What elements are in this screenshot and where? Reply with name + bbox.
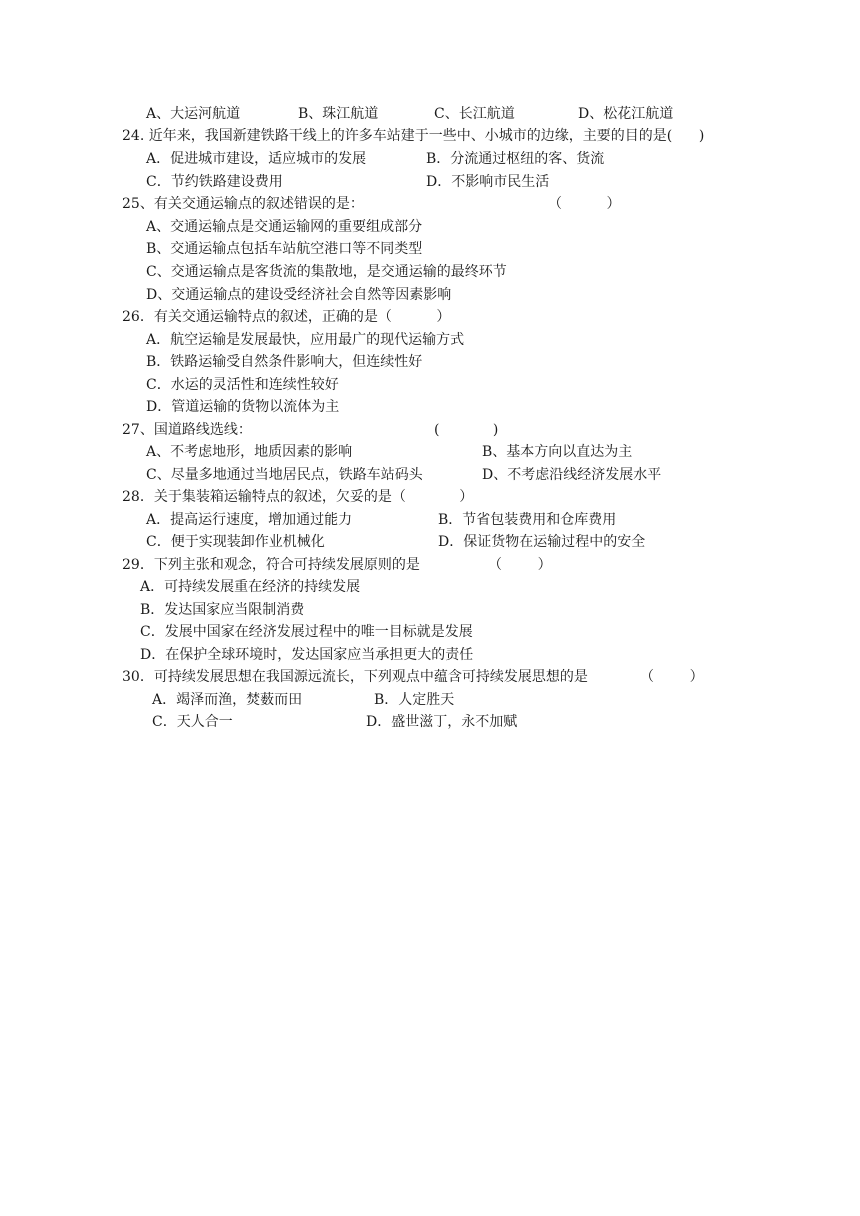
- q23-option-a: A、大运河航道: [146, 106, 241, 122]
- q30-answer-blank: （ ）: [640, 669, 704, 685]
- q26-option-a: A．航空运输是发展最快，应用最广的现代运输方式: [146, 332, 465, 348]
- q28-option-d: D．保证货物在运输过程中的安全: [438, 534, 646, 550]
- q30-option-c: C．天人合一: [152, 714, 233, 730]
- q27-option-a: A、不考虑地形，地质因素的影响: [146, 444, 353, 460]
- q27-option-d: D、不考虑沿线经济发展水平: [482, 467, 662, 483]
- q23-option-d: D、松花江航道: [578, 106, 674, 122]
- q30-stem: 30．可持续发展思想在我国源远流长，下列观点中蕴含可持续发展思想的是: [122, 669, 588, 685]
- q24-stem: 24. 近年来，我国新建铁路干线上的许多车站建于一些中、小城市的边缘，主要的目的是( ): [122, 128, 705, 144]
- q27-answer-blank: ( ): [434, 422, 499, 438]
- q25-stem: 25、有关交通运输点的叙述错误的是：: [122, 196, 364, 212]
- q28-stem: 28．关于集装箱运输特点的叙述，欠妥的是（ ）: [122, 489, 474, 505]
- q25-option-c: C、交通运输点是客货流的集散地，是交通运输的最终环节: [146, 264, 507, 280]
- q26-option-c: C．水运的灵活性和连续性较好: [146, 377, 339, 393]
- q25-option-b: B、交通运输点包括车站航空港口等不同类型: [146, 241, 423, 257]
- q27-option-b: B、基本方向以直达为主: [482, 444, 633, 460]
- q26-option-d: D．管道运输的货物以流体为主: [146, 399, 340, 415]
- q27-stem: 27、国道路线选线：: [122, 422, 252, 438]
- q26-option-b: B．铁路运输受自然条件影响大，但连续性好: [146, 354, 423, 370]
- q28-option-a: A．提高运行速度，增加通过能力: [146, 512, 353, 528]
- q25-option-d: D、交通运输点的建设受经济社会自然等因素影响: [146, 287, 452, 303]
- q23-option-c: C、长江航道: [434, 106, 515, 122]
- q30-option-a: A．竭泽而渔，焚薮而田: [152, 692, 303, 708]
- q29-stem: 29．下列主张和观念，符合可持续发展原则的是: [122, 557, 420, 573]
- q29-answer-blank: （ ）: [488, 557, 552, 573]
- q24-option-c: C．节约铁路建设费用: [146, 174, 283, 190]
- q23-option-b: B、珠江航道: [298, 106, 379, 122]
- q30-option-d: D．盛世滋丁，永不加赋: [366, 714, 518, 730]
- q24-option-d: D．不影响市民生活: [426, 174, 550, 190]
- q27-option-c: C、尽量多地通过当地居民点，铁路车站码头: [146, 467, 423, 483]
- q29-option-a: A．可持续发展重在经济的持续发展: [140, 579, 361, 595]
- q24-option-a: A．促进城市建设，适应城市的发展: [146, 151, 367, 167]
- q28-option-b: B．节省包装费用和仓库费用: [438, 512, 617, 528]
- q25-answer-blank: （ ）: [548, 196, 621, 212]
- q24-option-b: B．分流通过枢纽的客、货流: [426, 151, 605, 167]
- q29-option-d: D．在保护全球环境时，发达国家应当承担更大的责任: [140, 647, 474, 663]
- q29-option-c: C．发展中国家在经济发展过程中的唯一目标就是发展: [140, 624, 473, 640]
- q26-stem: 26．有关交通运输特点的叙述，正确的是（ ）: [122, 309, 451, 325]
- q25-option-a: A、交通运输点是交通运输网的重要组成部分: [146, 219, 423, 235]
- q28-option-c: C．便于实现装卸作业机械化: [146, 534, 325, 550]
- q29-option-b: B．发达国家应当限制消费: [140, 602, 305, 618]
- q30-option-b: B．人定胜天: [374, 692, 455, 708]
